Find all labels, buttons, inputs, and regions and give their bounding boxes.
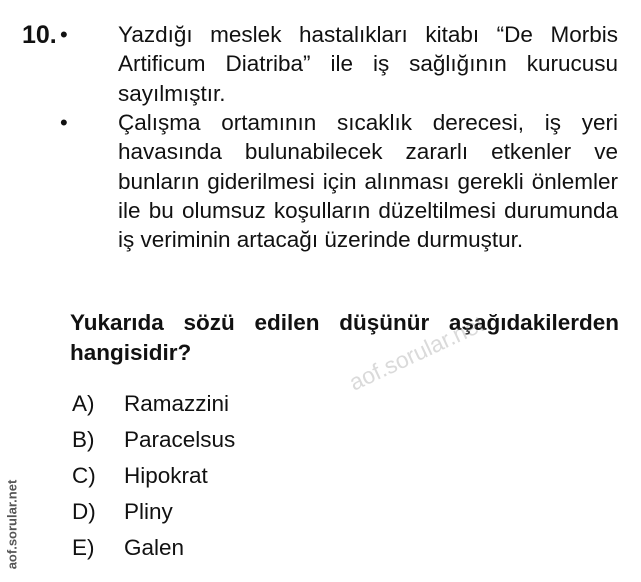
answer-options	[72, 386, 235, 566]
option-e-text: Galen	[124, 535, 185, 560]
option-a-text: Ramazzini	[124, 391, 230, 416]
option-d-text: Pliny	[124, 499, 173, 524]
option-a[interactable]	[72, 386, 235, 422]
option-b-text: Paracelsus	[124, 427, 236, 452]
center-watermark: aof.sorular.net	[345, 310, 489, 396]
option-c-letter: C)	[72, 463, 96, 488]
bullet-marker-1: •	[60, 22, 68, 47]
option-e-letter: E)	[72, 535, 95, 560]
question-number: 10.	[22, 21, 57, 49]
bullet-text-1: Yazdığı meslek hastalıkları kitabı “De Morbis Artificum Diatriba” ile iş sağlığının kurucusu sayılmıştır.	[118, 22, 618, 106]
option-e[interactable]	[72, 530, 235, 566]
option-b-letter: B)	[72, 427, 95, 452]
option-a-letter: A)	[72, 391, 95, 416]
option-b[interactable]	[72, 422, 235, 458]
option-d[interactable]	[72, 494, 235, 530]
side-watermark: aof.sorular.net	[4, 479, 20, 570]
option-c-text: Hipokrat	[124, 463, 208, 488]
bullet-text-2: Çalışma ortamının sıcaklık derecesi, iş yeri havasında bulunabilecek zararlı etkenler ve bunların giderilmesi için alınması gerekli önlemler ile bu olumsuz koşulların düzeltilmesi durumunda iş veriminin artacağı üzerinde durmuştur.	[118, 110, 618, 253]
option-c[interactable]	[72, 458, 235, 494]
question-stem: Yukarıda sözü edilen düşünür aşağıdakilerden hangisidir?	[70, 310, 619, 365]
bullet-marker-2: •	[60, 110, 68, 135]
option-d-letter: D)	[72, 499, 96, 524]
